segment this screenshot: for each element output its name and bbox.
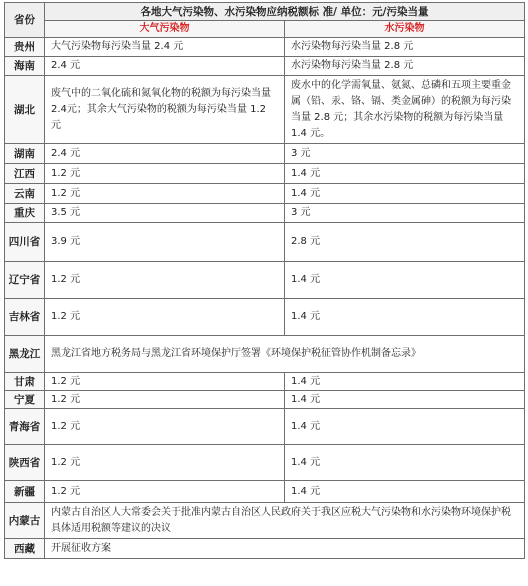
air-rate-cell: 1.2 元 [45, 299, 285, 336]
water-rate-cell: 1.4 元 [285, 373, 525, 391]
policy-note-cell: 黑龙江省地方税务局与黑龙江省环境保护厅签署《环境保护税征管协作机制备忘录》 [45, 336, 525, 373]
air-rate-cell: 废气中的二氧化硫和氮氧化物的税额为每污染当量2.4元；其余大气污染物的税额为每污染当量 1.2 元 [45, 76, 285, 144]
water-rate-cell: 废水中的化学需氧量、氨氮、总磷和五项主要重金属（铅、汞、铬、镉、类金属砷）的税额为每污染当量 2.8 元；其余水污染物的税额为每污染当量 1.4 元。 [285, 76, 525, 144]
water-rate-cell: 1.4 元 [285, 184, 525, 204]
water-rate-cell: 1.4 元 [285, 164, 525, 184]
province-cell: 黑龙江 [5, 336, 45, 373]
air-rate-cell: 1.2 元 [45, 184, 285, 204]
air-rate-cell: 2.4 元 [45, 144, 285, 164]
water-rate-cell: 2.8 元 [285, 223, 525, 262]
province-cell: 贵州 [5, 38, 45, 57]
water-rate-cell: 水污染物每污染当量 2.8 元 [285, 38, 525, 57]
tax-table-container [4, 2, 524, 559]
air-rate-cell: 2.4 元 [45, 57, 285, 76]
province-cell: 甘肃 [5, 373, 45, 391]
air-rate-cell: 3.9 元 [45, 223, 285, 262]
table-row [5, 299, 525, 336]
air-pollutant-header: 大气污染物 [45, 21, 285, 38]
water-rate-cell: 1.4 元 [285, 481, 525, 503]
province-cell: 陕西省 [5, 445, 45, 481]
province-cell: 四川省 [5, 223, 45, 262]
water-rate-cell: 1.4 元 [285, 299, 525, 336]
province-cell: 重庆 [5, 204, 45, 223]
air-rate-cell: 1.2 元 [45, 445, 285, 481]
table-row [5, 481, 525, 503]
table-row [5, 503, 525, 539]
table-title: 各地大气污染物、水污染物应纳税额标 准/ 单位：元/污染当量 [45, 3, 525, 21]
table-row [5, 38, 525, 57]
table-row [5, 445, 525, 481]
air-rate-cell: 1.2 元 [45, 164, 285, 184]
policy-note-cell: 内蒙古自治区人大常委会关于批准内蒙古自治区人民政府关于我区应税大气污染物和水污染物环境保护税具体适用税额等建议的决议 [45, 503, 525, 539]
table-row [5, 539, 525, 559]
table-row [5, 391, 525, 409]
province-cell: 吉林省 [5, 299, 45, 336]
pollution-tax-table [4, 2, 525, 559]
province-cell: 湖南 [5, 144, 45, 164]
table-row [5, 204, 525, 223]
water-rate-cell: 3 元 [285, 144, 525, 164]
water-rate-cell: 1.4 元 [285, 391, 525, 409]
province-cell: 西藏 [5, 539, 45, 559]
table-row [5, 164, 525, 184]
table-row [5, 336, 525, 373]
air-rate-cell: 3.5 元 [45, 204, 285, 223]
table-row [5, 184, 525, 204]
province-column-header: 省份 [5, 3, 45, 38]
water-rate-cell: 1.4 元 [285, 262, 525, 299]
water-rate-cell: 1.4 元 [285, 409, 525, 445]
air-rate-cell: 1.2 元 [45, 481, 285, 503]
province-cell: 辽宁省 [5, 262, 45, 299]
province-cell: 新疆 [5, 481, 45, 503]
province-cell: 江西 [5, 164, 45, 184]
water-rate-cell: 3 元 [285, 204, 525, 223]
water-rate-cell: 水污染物每污染当量 2.8 元 [285, 57, 525, 76]
air-rate-cell: 1.2 元 [45, 409, 285, 445]
province-cell: 云南 [5, 184, 45, 204]
air-rate-cell: 1.2 元 [45, 391, 285, 409]
policy-note-cell: 开展征收方案 [45, 539, 525, 559]
table-row [5, 144, 525, 164]
table-row [5, 57, 525, 76]
air-rate-cell: 1.2 元 [45, 262, 285, 299]
province-cell: 内蒙古 [5, 503, 45, 539]
province-cell: 宁夏 [5, 391, 45, 409]
table-row [5, 76, 525, 144]
air-rate-cell: 大气污染物每污染当量 2.4 元 [45, 38, 285, 57]
table-row [5, 409, 525, 445]
province-cell: 青海省 [5, 409, 45, 445]
table-row [5, 262, 525, 299]
water-pollutant-header: 水污染物 [285, 21, 525, 38]
table-row [5, 223, 525, 262]
table-row [5, 373, 525, 391]
water-rate-cell: 1.4 元 [285, 445, 525, 481]
province-cell: 海南 [5, 57, 45, 76]
province-cell: 湖北 [5, 76, 45, 144]
air-rate-cell: 1.2 元 [45, 373, 285, 391]
